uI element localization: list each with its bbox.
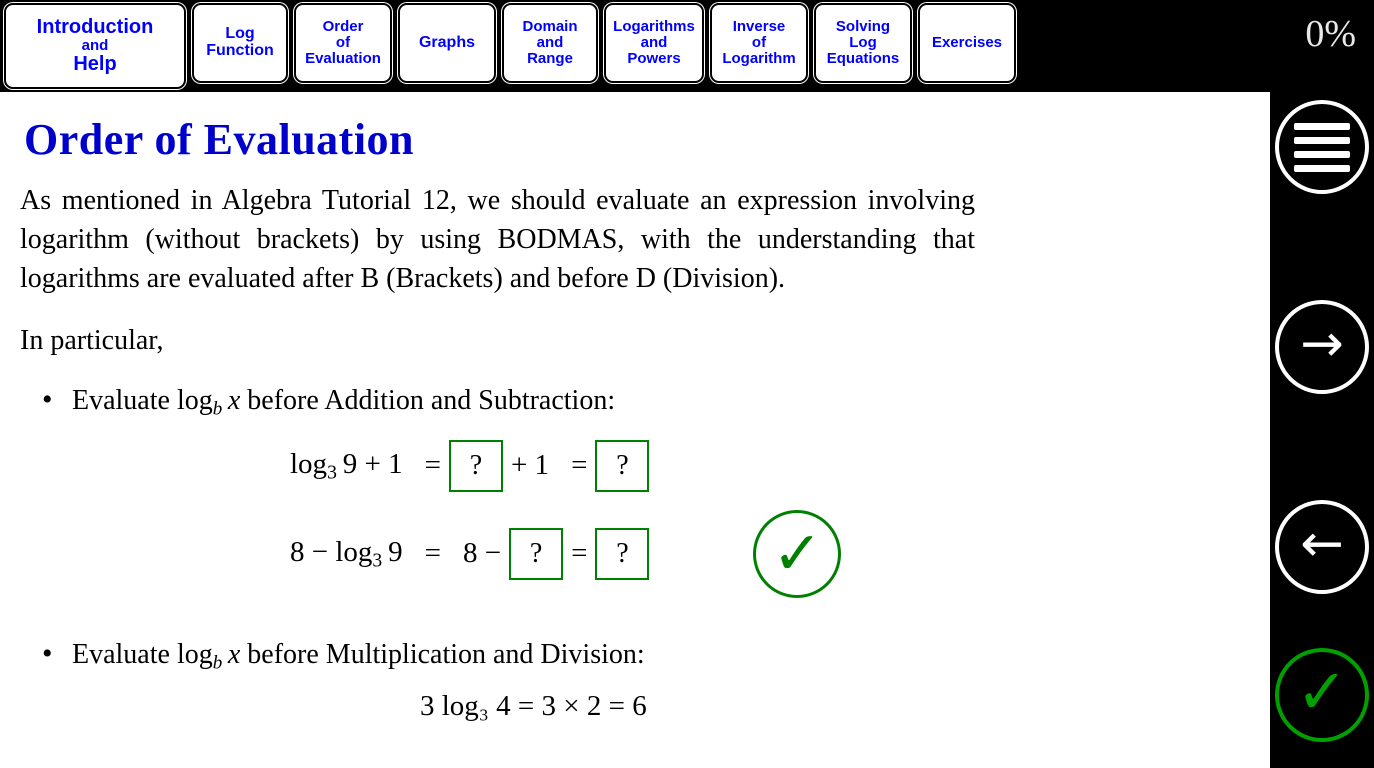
eq2-equals-2: = (571, 537, 588, 570)
rules-list (20, 382, 1250, 422)
eq1-plus-one: + 1 (510, 449, 550, 482)
tab-logarithms-and-powers[interactable] (604, 3, 704, 83)
tab-label-line: of (335, 34, 351, 52)
eq2-lhs: $8 - \log_3 9$ (290, 535, 403, 572)
tab-label-line: Solving (835, 18, 891, 36)
menu-button[interactable] (1275, 100, 1369, 194)
tab-label-line: Help (73, 52, 117, 75)
tab-exercises[interactable] (918, 3, 1016, 83)
equation-row-1 (20, 440, 1250, 492)
bullet2-math-logbx: $\log_b x$ (176, 638, 241, 674)
tab-label-line: Log (225, 25, 255, 43)
bullet2-text-after: before Multiplication and Division: (247, 638, 645, 670)
bullet1-text-after: before Addition and Subtraction: (247, 384, 616, 416)
equation-row-2 (20, 510, 1250, 598)
tab-label-line: Inverse (732, 18, 786, 36)
tab-label-line: Logarithms (613, 18, 695, 36)
tab-label-line: Exercises (931, 34, 1003, 52)
tab-label-line: Log (849, 34, 877, 52)
tab-label-line: Range (527, 49, 573, 67)
eq1-equals-2: = (571, 449, 588, 482)
arrow-left-icon: ← (1300, 514, 1344, 574)
tab-graphs[interactable] (398, 3, 496, 83)
paragraph-in-particular: In particular, (20, 324, 164, 356)
next-page-button[interactable] (1275, 300, 1369, 394)
top-navigation-bar (0, 0, 1374, 92)
eq1-lhs: $\log_3 9 + 1$ (290, 447, 403, 484)
tab-introduction-and-help[interactable] (4, 3, 186, 89)
tab-label-line: Graphs (418, 33, 475, 51)
eq1-equals-1: = (424, 449, 441, 482)
paragraph-bodmas: As mentioned in Algebra Tutorial 12, we should evaluate an expression involving logarithm (without brackets) by using BODMAS, with the understanding that logarithms are evaluated after B (Brackets) and before D (Division). (20, 185, 975, 295)
content-panel (0, 92, 1270, 768)
list-item (72, 636, 1250, 676)
bullet1-math-logbx: $\log_b x$ (176, 384, 241, 420)
tab-order-of-evaluation[interactable] (294, 3, 392, 83)
tab-domain-and-range[interactable] (502, 3, 598, 83)
tab-label-line: Powers (627, 49, 681, 67)
tab-label-line: Domain (522, 18, 578, 36)
eq2-mid: 8 − (462, 537, 502, 570)
tab-label-line: Function (206, 42, 274, 59)
tab-log-function[interactable] (192, 3, 288, 83)
eq2-equals-1: = (424, 537, 441, 570)
progress-indicator: 0% (1305, 13, 1356, 55)
answer-box-eq1-a[interactable]: ? (449, 440, 503, 492)
list-item (72, 382, 1250, 422)
control-rail (1270, 92, 1374, 768)
check-answers-button[interactable] (1275, 648, 1369, 742)
answer-box-eq2-b[interactable]: ? (595, 528, 649, 580)
tab-label-line: and (536, 34, 564, 52)
tab-label-line: of (751, 34, 767, 52)
check-mark-icon: ✓ (753, 510, 841, 598)
tab-label-line: Equations (826, 49, 900, 67)
rules-list-2 (20, 636, 1250, 676)
tab-inverse-of-logarithm[interactable] (710, 3, 808, 83)
hamburger-menu-icon (1294, 116, 1350, 179)
tab-label-line: and (81, 37, 109, 55)
answer-box-eq2-a[interactable]: ? (509, 528, 563, 580)
bullet1-text-before: Evaluate (72, 384, 170, 416)
tab-label-line: Evaluation (305, 49, 381, 67)
tab-label-line: Introduction (36, 15, 154, 38)
answer-box-eq1-b[interactable]: ? (595, 440, 649, 492)
bullet2-text-before: Evaluate (72, 638, 170, 670)
page-title: Order of Evaluation (24, 115, 415, 164)
equation-row-3 (20, 690, 1250, 723)
tab-solving-log-equations[interactable] (814, 3, 912, 83)
arrow-right-icon: → (1300, 314, 1344, 374)
previous-page-button[interactable] (1275, 500, 1369, 594)
eq3-text: 3 log₃ 4 = 3 × 2 = 6 (420, 689, 647, 722)
tab-label-line: Order (322, 18, 364, 36)
tab-label-line: Logarithm (722, 49, 796, 67)
check-icon: ✓ (1296, 655, 1348, 728)
tab-label-line: and (640, 34, 668, 52)
